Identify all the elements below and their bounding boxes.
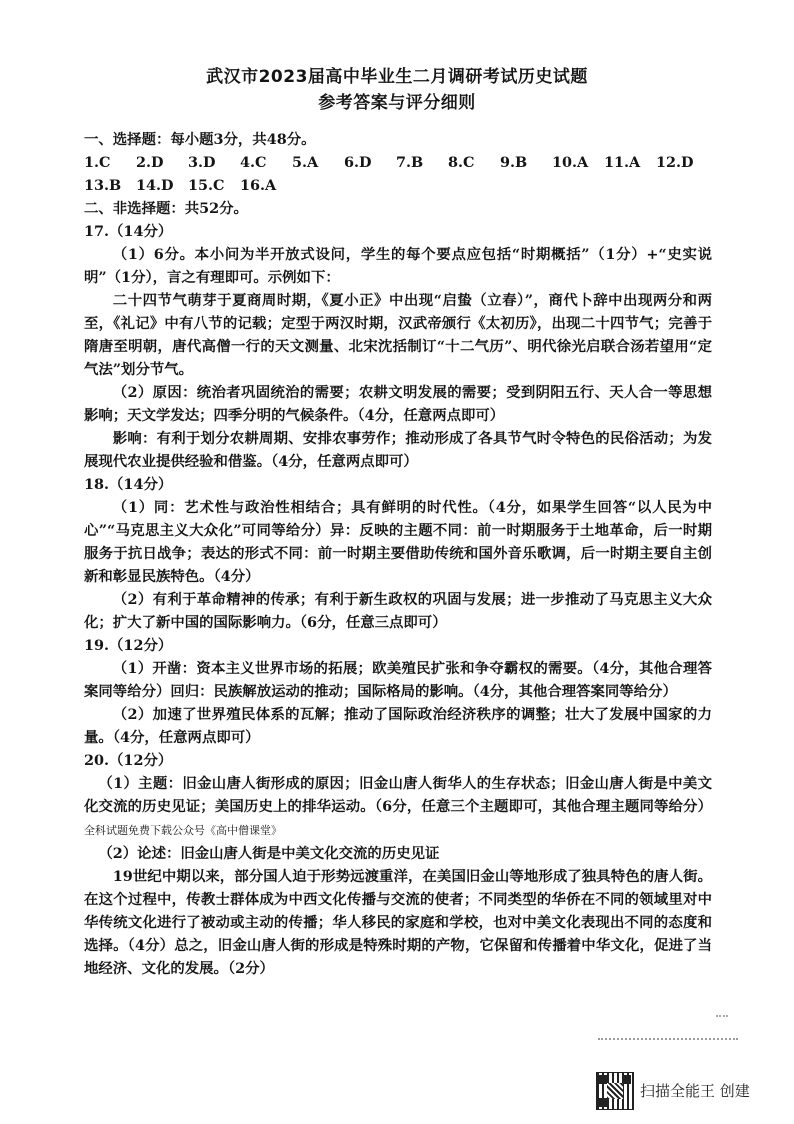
document-title: 武汉市2023届高中毕业生二月调研考试历史试题 — [206, 67, 588, 87]
q17-part2-reasons: （2）原因：统治者巩固统治的需要；农耕文明发展的需要；受到阴阳五行、天人合一等思想影响；天文学发达；四季分明的气候条件。（4分，任意两点即可） — [84, 384, 712, 424]
q19-header: 19.（12分） — [84, 637, 173, 654]
answer-item: 9.B — [500, 154, 528, 171]
q17-part1: （1）6分。本小问为半开放式设问，学生的每个要点应包括“时期概括”（1分）+“史实说明”（1分），言之有理即可。示例如下： — [84, 246, 712, 286]
section-heading-nonchoice: 二、非选择题：共52分。 — [84, 200, 248, 217]
answer-item: 5.A — [292, 154, 319, 171]
answer-item: 7.B — [396, 154, 424, 171]
q20-part1-text: （1）主题：旧金山唐人街形成的原因；旧金山唐人街华人的生存状态；旧金山唐人街是中美文化交流的历史见证；美国历史上的排华运动。（6分，任意三个主题即可，其他合理主题同等给分） — [84, 775, 712, 815]
qr-pattern — [607, 1083, 623, 1099]
answer-item: 12.D — [656, 154, 694, 171]
q20-part1 — [84, 772, 712, 842]
q18-part1: （1）同：艺术性与政治性相结合；具有鲜明的时代性。（4分，如果学生回答“以人民为中心”“马克思主义大众化”可同等给分）异：反映的主题不同：前一时期服务于土地革命，后一时期服务于抗日战争；表达的形式不同：前一时期主要借助传统和国外音乐歌调，后一时期主要自主创新和彰显民族特色。（4分） — [84, 499, 712, 585]
q17-header: 17.（14分） — [84, 223, 173, 240]
q19-part1: （1）开凿：资本主义世界市场的拓展；欧美殖民扩张和争夺霸权的需要。（4分，其他合理答案同等给分）回归：民族解放运动的推动；国际格局的影响。（4分，其他合理答案同等给分） — [84, 660, 712, 700]
answer-item: 6.D — [344, 154, 372, 171]
document-subtitle: 参考答案与评分细则 — [318, 93, 476, 113]
q17-part2-impact: 影响：有利于划分农耕周期、安排农事劳作；推动形成了各具节气时令特色的民俗活动；为发展现代农业提供经验和借鉴。（4分，任意两点即可） — [84, 430, 712, 470]
answer-item: 2.D — [136, 154, 164, 171]
q20-essay: 19世纪中期以来，部分国人迫于形势远渡重洋，在美国旧金山等地形成了独具特色的唐人街。在这个过程中，传教士群体成为中西文化传播与交流的使者；不同类型的华侨在不同的领域里对中华传统文化进行了被动或主动的传播；华人移民的家庭和学校，也对中美文化表现出不同的态度和选择。（4分）总之，旧金山唐人街的形成是特殊时期的产物，它保留和传播着中华文化，促进了当地经济、文化的发展。（2分） — [84, 868, 712, 977]
qr-code-icon — [596, 1072, 634, 1110]
answer-item: 10.A — [552, 154, 589, 171]
section-heading-choice: 一、选择题：每小题3分，共48分。 — [84, 131, 316, 148]
answer-item: 11.A — [604, 154, 641, 171]
answer-item: 3.D — [188, 154, 216, 171]
answer-item: 4.C — [240, 154, 267, 171]
scan-artifact-line — [598, 1034, 738, 1040]
q18-part2: （2）有利于革命精神的传承；有利于新生政权的巩固与发展；进一步推动了马克思主义大众化；扩大了新中国的国际影响力。（6分，任意三点即可） — [84, 591, 712, 631]
download-note: 全科试题免费下载公众号《高中僧课堂》 — [84, 824, 282, 837]
scan-speck — [716, 1012, 728, 1017]
answer-item: 13.B — [84, 177, 122, 194]
answer-content — [84, 128, 712, 980]
q20-header: 20.（12分） — [84, 752, 173, 769]
answer-item: 14.D — [136, 177, 174, 194]
scanner-watermark: 扫描全能王 创建 — [640, 1082, 750, 1100]
answer-item: 1.C — [84, 154, 111, 171]
q19-part2: （2）加速了世界殖民体系的瓦解；推动了国际政治经济秩序的调整；壮大了发展中国家的力量。（4分，任意两点即可） — [84, 706, 712, 746]
q18-header: 18.（14分） — [84, 476, 173, 493]
q17-example: 二十四节气萌芽于夏商周时期，《夏小正》中出现“启蛰（立春）”，商代卜辞中出现两分和两至，《礼记》中有八节的记载；定型于两汉时期，汉武帝颁行《太初历》，出现二十四节气；完善于隋唐至明朝，唐代高僧一行的天文测量、北宋沈括制订“十二气历”、明代徐光启联合汤若望用“定气法”划分节气。 — [84, 292, 712, 378]
answer-item: 8.C — [448, 154, 475, 171]
answers-row-2 — [84, 174, 712, 197]
answers-row-1 — [84, 151, 712, 174]
answer-item: 15.C — [188, 177, 225, 194]
q20-part2-title: （2）论述：旧金山唐人街是中美文化交流的历史见证 — [98, 845, 440, 862]
answer-item: 16.A — [240, 177, 277, 194]
